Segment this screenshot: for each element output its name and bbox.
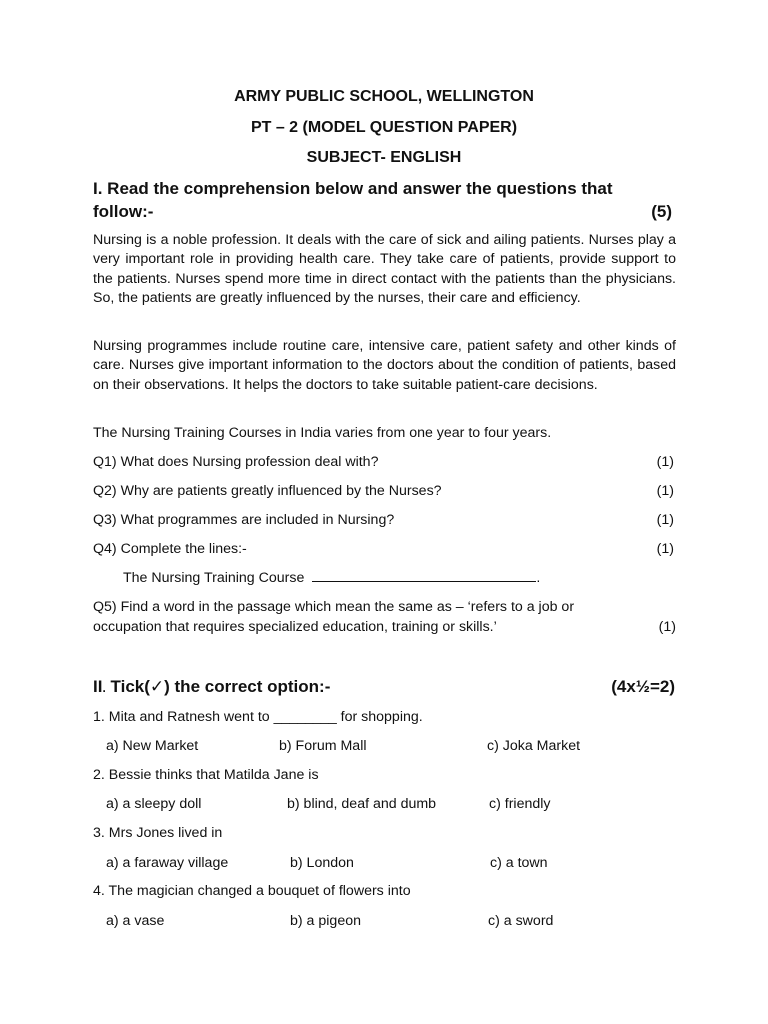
passage-paragraph-1: Nursing is a noble profession. It deals with the care of sick and ailing patients. Nurses play a very important role in providing health care. They take care of patients, provide support to the patients. Nurses spend more time in direct contact with the patients than the physicians. So, the patients are greatly influenced by the nurses, their care and efficiency. (93, 232, 676, 307)
question-1 (93, 453, 676, 472)
section1-heading-cont (93, 202, 676, 222)
question-text: Q3) What programmes are included in Nursing? (93, 512, 395, 528)
q4-prompt: The Nursing Training Course (123, 570, 305, 586)
question-marks: (1) (656, 454, 674, 470)
mcq-4-option-c[interactable]: c) a sword (488, 913, 554, 929)
subject-title: SUBJECT- ENGLISH (306, 149, 462, 166)
question-4 (93, 540, 676, 559)
question-5-cont (93, 618, 676, 637)
question-marks: (1) (656, 541, 674, 557)
mcq-2-option-c[interactable]: c) friendly (489, 796, 551, 812)
mcq-3-option-c[interactable]: c) a town (490, 855, 548, 871)
question-3 (93, 511, 676, 530)
section1-marks: (5) (651, 202, 672, 221)
question-5-marks: (1) (658, 619, 676, 635)
question-5-line2: occupation that requires specialized education, training or skills.’ (93, 619, 497, 635)
question-text: Q2) Why are patients greatly influenced by the Nurses? (93, 483, 442, 499)
exam-title: PT – 2 (MODEL QUESTION PAPER) (250, 119, 518, 136)
section1-heading-line2: follow:- (93, 202, 154, 221)
q4-end: . (536, 570, 541, 586)
mcq-question-4: 4. The magician changed a bouquet of flowers into (93, 883, 411, 899)
mcq-4-option-a[interactable]: a) a vase (106, 913, 165, 929)
section2-heading (93, 677, 676, 697)
passage-paragraph-3: The Nursing Training Courses in India varies from one year to four years. (93, 425, 552, 441)
mcq-question-1: 1. Mita and Ratnesh went to ________ for shopping. (93, 709, 423, 725)
mcq-2-option-b[interactable]: b) blind, deaf and dumb (287, 796, 437, 812)
question-5: Q5) Find a word in the passage which mean the same as – ‘refers to a job or (93, 599, 575, 615)
q4-completion-line (123, 569, 540, 588)
section2-marks: (4x½=2) (611, 677, 675, 696)
mcq-2-option-a[interactable]: a) a sleepy doll (106, 796, 202, 812)
school-name: ARMY PUBLIC SCHOOL, WELLINGTON (234, 88, 534, 105)
section1-heading: I. Read the comprehension below and answer the questions that (93, 179, 613, 198)
mcq-3-option-a[interactable]: a) a faraway village (106, 855, 229, 871)
question-marks: (1) (656, 483, 674, 499)
mcq-3-option-b[interactable]: b) London (290, 855, 354, 871)
q4-answer-blank[interactable] (312, 569, 536, 582)
section2-title: Tick(✓) the correct option:- (105, 677, 331, 696)
question-text: Q1) What does Nursing profession deal with? (93, 454, 379, 470)
question-text: Q4) Complete the lines:- (93, 541, 247, 557)
mcq-1-option-c[interactable]: c) Joka Market (487, 738, 581, 754)
section2-dot: . (102, 681, 106, 695)
question-marks: (1) (656, 512, 674, 528)
mcq-question-3: 3. Mrs Jones lived in (93, 825, 223, 841)
mcq-question-2: 2. Bessie thinks that Matilda Jane is (93, 767, 319, 783)
mcq-1-option-b[interactable]: b) Forum Mall (279, 738, 367, 754)
mcq-1-option-a[interactable]: a) New Market (106, 738, 199, 754)
mcq-4-option-b[interactable]: b) a pigeon (290, 913, 361, 929)
question-2 (93, 482, 676, 501)
passage-paragraph-2: Nursing programmes include routine care, intensive care, patient safety and other kinds of care. Nurses give important information to the doctors about the condition of patients, based on their observations. It helps the doctors to take suitable patient-care decisions. (93, 338, 676, 393)
section2-number: II (93, 677, 103, 696)
